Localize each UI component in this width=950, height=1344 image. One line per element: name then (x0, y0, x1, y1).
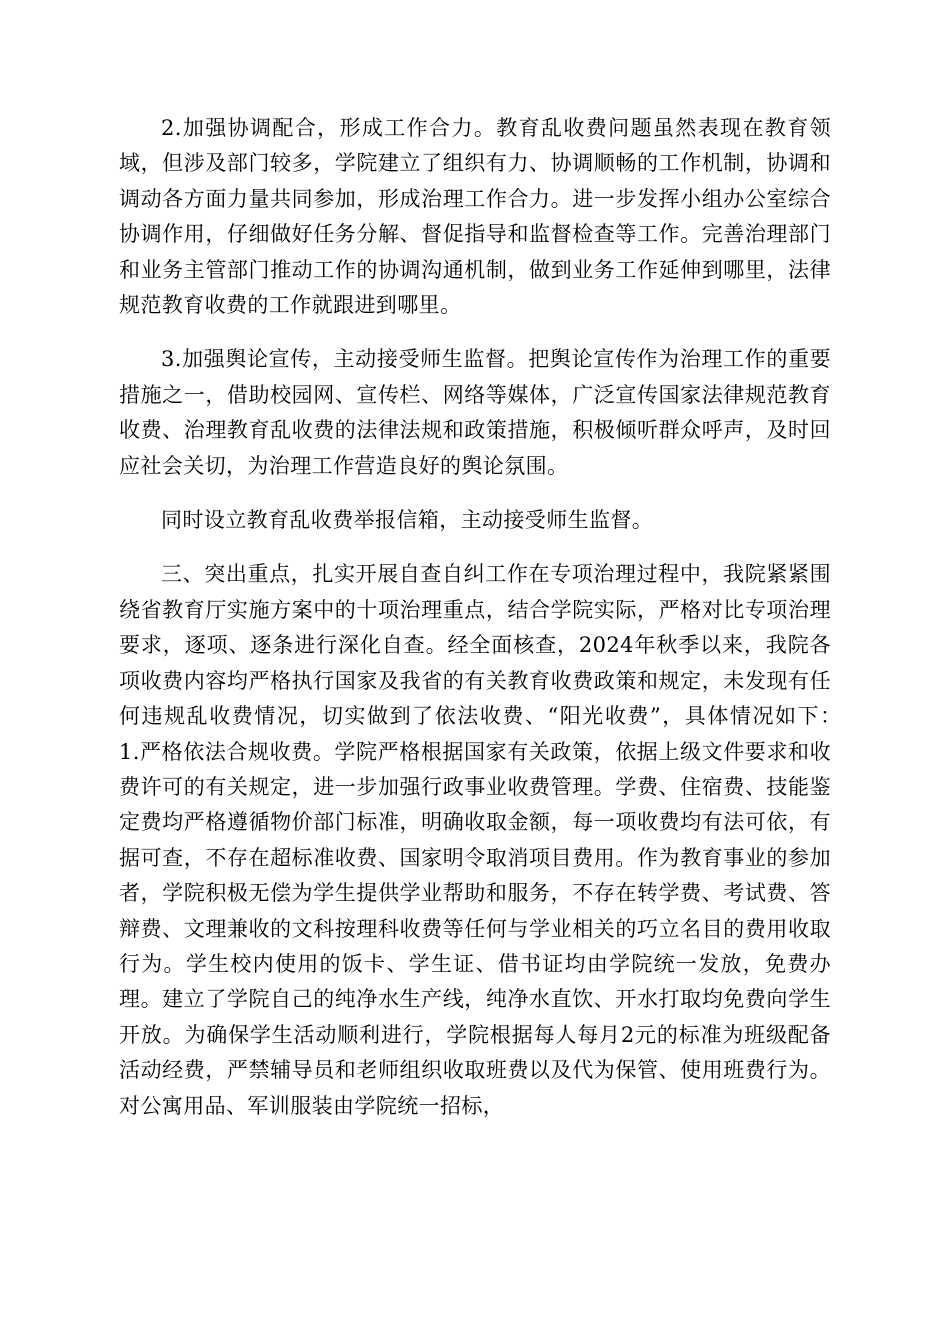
paragraph-self-inspection: 三、突出重点，扎实开展自查自纠工作在专项治理过程中，我院紧紧围绕省教育厅实施方案中的十项治理重点，结合学院实际，严格对比专项治理要求，逐项、逐条进行深化自查。经全面核查，2024年秋季以来，我院各项收费内容均严格执行国家及我省的有关教育收费政策和规定，未发现有任何违规乱收费情况，切实做到了依法收费、“阳光收费”，具体情况如下： 1.严格依法合规收费。学院严格根据国家有关政策，依据上级文件要求和收费许可的有关规定，进一步加强行政事业收费管理。学费、住宿费、技能鉴定费均严格遵循物价部门标准，明确收取金额，每一项收费均有法可依，有据可查，不存在超标准收费、国家明令取消项目费用。作为教育事业的参加者，学院积极无偿为学生提供学业帮助和服务，不存在转学费、考试费、答辩费、文理兼收的文科按理科收费等任何与学业相关的巧立名目的费用收取行为。学生校内使用的饭卡、学生证、借书证均由学院统一发放，免费办理。建立了学院自己的纯净水生产线，纯净水直饮、开水打取均免费向学生开放。为确保学生活动顺利进行，学院根据每人每月2元的标准为班级配备活动经费，严禁辅导员和老师组织收取班费以及代为保管、使用班费行为。对公寓用品、军训服装由学院统一招标， (119, 562, 874, 1118)
document-body (119, 111, 874, 1124)
paragraph-report-mailbox: 同时设立教育乱收费举报信箱，主动接受师生监督。 (161, 508, 654, 533)
paragraph-coordination: 2.加强协调配合，形成工作合力。教育乱收费问题虽然表现在教育领域，但涉及部门较多，学院建立了组织有力、协调顺畅的工作机制，协调和调动各方面力量共同参加，形成治理工作合力。进一步发挥小组办公室综合协调作用，仔细做好任务分解、督促指导和监督检查等工作。完善治理部门和业务主管部门推动工作的协调沟通机制，做到业务工作延伸到哪里，法律规范教育收费的工作就跟进到哪里。 (119, 116, 831, 318)
paragraph-publicity: 3.加强舆论宣传，主动接受师生监督。把舆论宣传作为治理工作的重要措施之一，借助校园网、宣传栏、网络等媒体，广泛宣传国家法律规范教育收费、治理教育乱收费的法律法规和政策措施，积极倾听群众呼声，及时回应社会关切，为治理工作营造良好的舆论氛围。 (119, 347, 831, 478)
